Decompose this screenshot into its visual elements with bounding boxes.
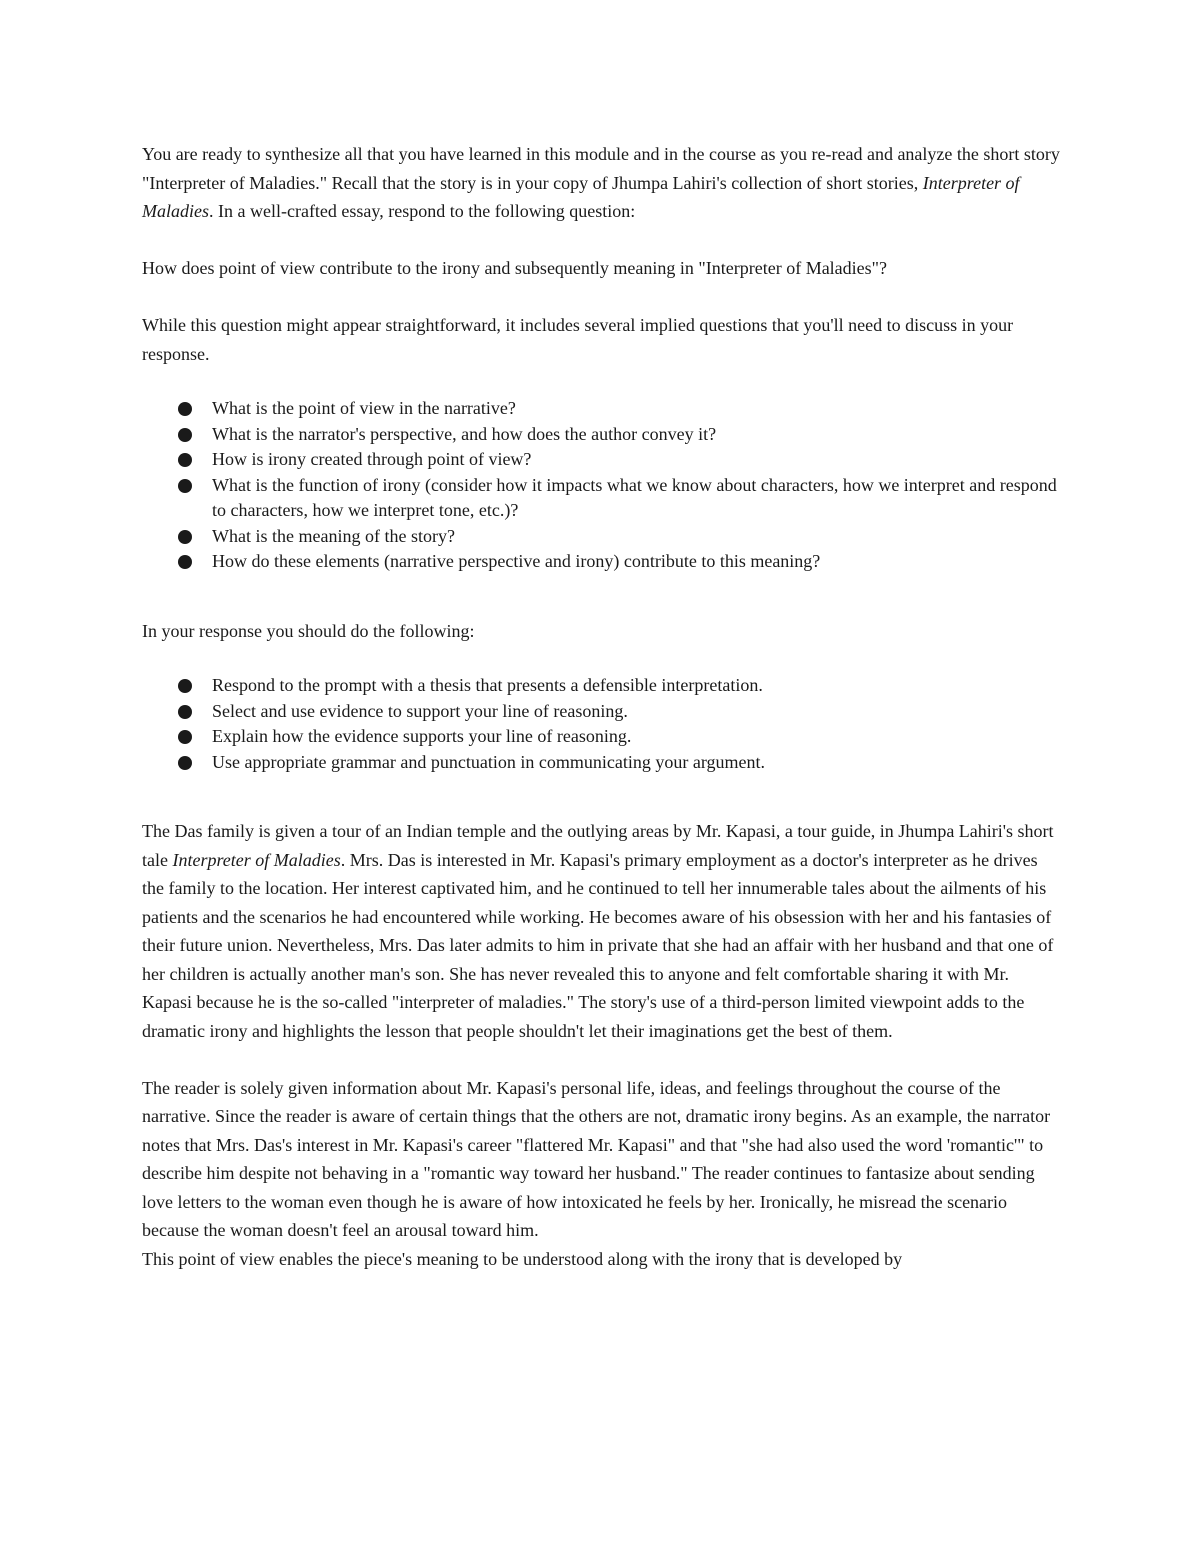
list-item: How is irony created through point of view?: [142, 447, 1062, 473]
bullet-icon: [178, 530, 192, 544]
essay-paragraph-1: The Das family is given a tour of an Indian temple and the outlying areas by Mr. Kapasi, a tour guide, in Jhumpa Lahiri's short tale Interpreter of Maladies. Mrs. Das is interested in Mr. Kapasi's primary employment as a doctor's interpreter as he drives the family to the location. Her interest captivated him, and he continued to tell her innumerable tales about the ailments of his patients and the scenarios he had encountered while working. He becomes aware of his obsession with her and his fantasies of their future union. Nevertheless, Mrs. Das later admits to him in private that she had an affair with her husband and that one of her children is actually another man's son. She has never revealed this to anyone and felt comfortable sharing it with Mr. Kapasi because he is the so-called "interpreter of maladies." The story's use of a third-person limited viewpoint adds to the dramatic irony and highlights the lesson that people shouldn't let their imaginations get the best of them.: [142, 821, 1054, 1041]
intro-text-2: . In a well-crafted essay, respond to the following question:: [209, 201, 636, 221]
book-title: Interpreter of Maladies: [142, 172, 1020, 221]
bullet-icon: [178, 453, 192, 467]
list-item: What is the point of view in the narrative?: [142, 396, 1062, 422]
bullet-icon: [178, 756, 192, 770]
essay-paragraph-3: This point of view enables the piece's meaning to be understood along with the irony that is developed by: [142, 1248, 903, 1269]
bullet-icon: [178, 555, 192, 569]
essay-paragraph-2: The reader is solely given information about Mr. Kapasi's personal life, ideas, and feelings throughout the course of the narrative. Since the reader is aware of certain things that the others are not, dramatic irony begins. As an example, the narrator notes that Mrs. Das's interest in Mr. Kapasi's career "flattered Mr. Kapasi" and that "she had also used the word 'romantic'" to describe him despite not behaving in a "romantic way toward her husband." The reader continues to fantasize about sending love letters to the woman even though he is aware of how intoxicated he feels by her. Ironically, he misread the scenario because the woman doesn't feel an arousal toward him.: [142, 1077, 1051, 1240]
intro-text-1: You are ready to synthesize all that you have learned in this module and in the course as you re-read and analyze the short story "Interpreter of Maladies." Recall that the story is in your copy of Jhumpa Lahiri's collection of short stories,: [142, 144, 1060, 193]
list-item: Explain how the evidence supports your line of reasoning.: [142, 724, 1062, 750]
list-item: Select and use evidence to support your line of reasoning.: [142, 699, 1062, 725]
response-intro: In your response you should do the following:: [142, 620, 475, 641]
list-item: What is the meaning of the story?: [142, 524, 1062, 550]
bullet-icon: [178, 479, 192, 493]
list-item: Respond to the prompt with a thesis that presents a defensible interpretation.: [142, 673, 1062, 699]
bullet-icon: [178, 679, 192, 693]
bullet-icon: [178, 402, 192, 416]
list-item: How do these elements (narrative perspective and irony) contribute to this meaning?: [142, 549, 1062, 575]
intro-paragraph: [142, 140, 1062, 226]
implied-questions-list: [142, 396, 1062, 575]
list-item: What is the narrator's perspective, and how does the author convey it?: [142, 422, 1062, 448]
requirements-list: [142, 673, 1062, 775]
list-item: Use appropriate grammar and punctuation in communicating your argument.: [142, 750, 1062, 776]
document-page: [142, 140, 1062, 1273]
bullet-icon: [178, 730, 192, 744]
bullet-icon: [178, 705, 192, 719]
prompt-question: How does point of view contribute to the irony and subsequently meaning in "Interpreter of Maladies"?: [142, 258, 888, 278]
story-title: Interpreter of Maladies: [172, 849, 341, 870]
bullet-icon: [178, 428, 192, 442]
implied-questions-intro: While this question might appear straightforward, it includes several implied questions that you'll need to discuss in your response.: [142, 315, 1014, 364]
list-item: What is the function of irony (consider how it impacts what we know about characters, how we interpret and respond to characters, how we interpret tone, etc.)?: [142, 473, 1062, 524]
